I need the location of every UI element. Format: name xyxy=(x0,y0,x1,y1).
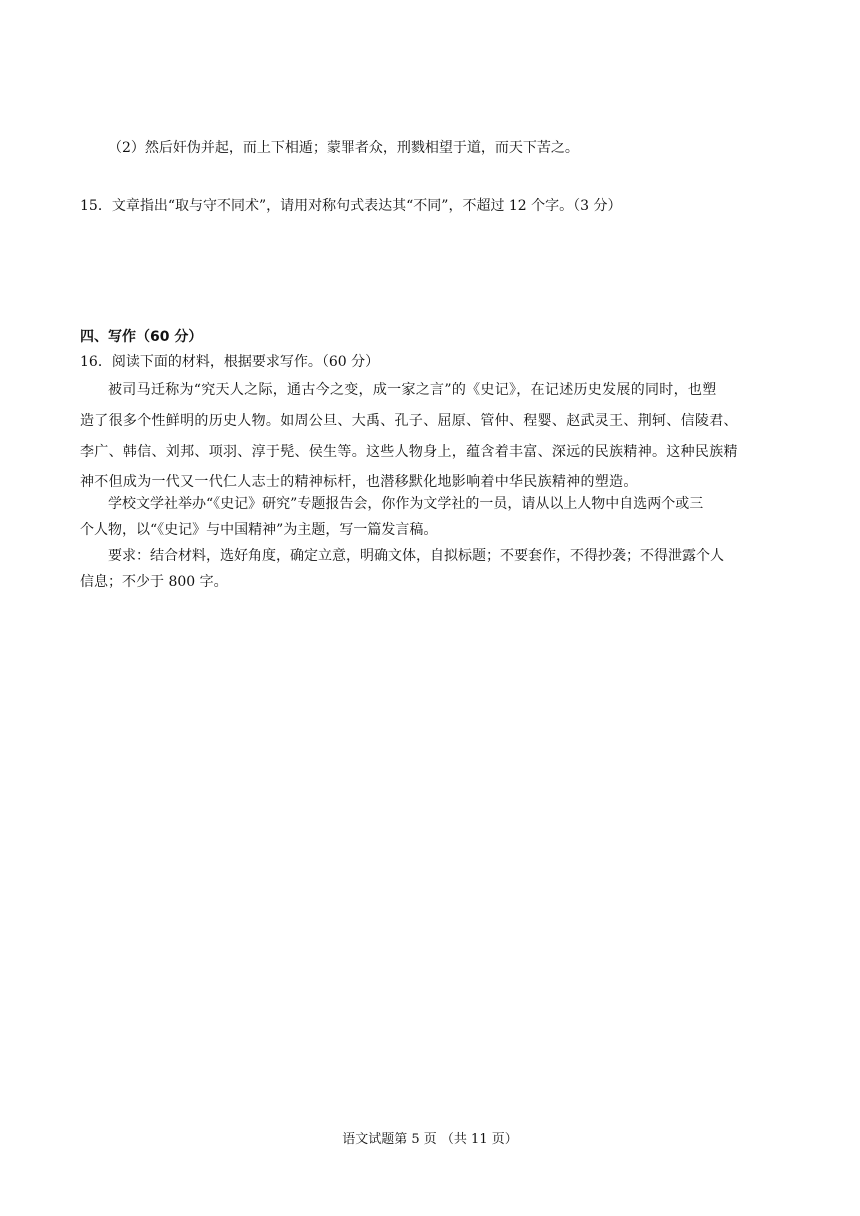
question-16: 16．阅读下面的材料，根据要求写作。（60 分） xyxy=(80,354,380,370)
page-footer: 语文试题第 5 页 （共 11 页） xyxy=(342,1132,518,1147)
question-14-part-2: （2）然后奸伪并起，而上下相遁；蒙罪者众，刑戮相望于道，而天下苦之。 xyxy=(108,140,579,156)
requirement-line: 信息；不少于 800 字。 xyxy=(80,574,228,590)
material-line: 被司马迁称为“究天人之际，通古今之变，成一家之言”的《史记》，在记述历史发展的同时，也塑 xyxy=(108,382,717,398)
material-line: 神不但成为一代又一代仁人志士的精神标杆，也潜移默化地影响着中华民族精神的塑造。 xyxy=(80,474,638,490)
task-line: 个人物，以“《史记》与中国精神”为主题，写一篇发言稿。 xyxy=(80,522,438,538)
requirement-line: 要求：结合材料，选好角度，确定立意，明确文体，自拟标题；不要套作，不得抄袭；不得泄露个人 xyxy=(108,548,724,564)
question-15: 15．文章指出“取与守不同术”，请用对称句式表达其“不同”，不超过 12 个字。（3 分） xyxy=(80,198,622,214)
material-line: 造了很多个性鲜明的历史人物。如周公旦、大禹、孔子、屈原、管仲、程婴、赵武灵王、荆轲、信陵君、 xyxy=(80,413,738,429)
material-line: 李广、韩信、刘邦、项羽、淳于髡、侯生等。这些人物身上，蕴含着丰富、深远的民族精神。这种民族精 xyxy=(80,444,738,460)
task-line: 学校文学社举办“《史记》研究”专题报告会，你作为文学社的一员，请从以上人物中自选两个或三 xyxy=(108,496,704,512)
section-heading-writing: 四、写作（60 分） xyxy=(80,329,203,345)
